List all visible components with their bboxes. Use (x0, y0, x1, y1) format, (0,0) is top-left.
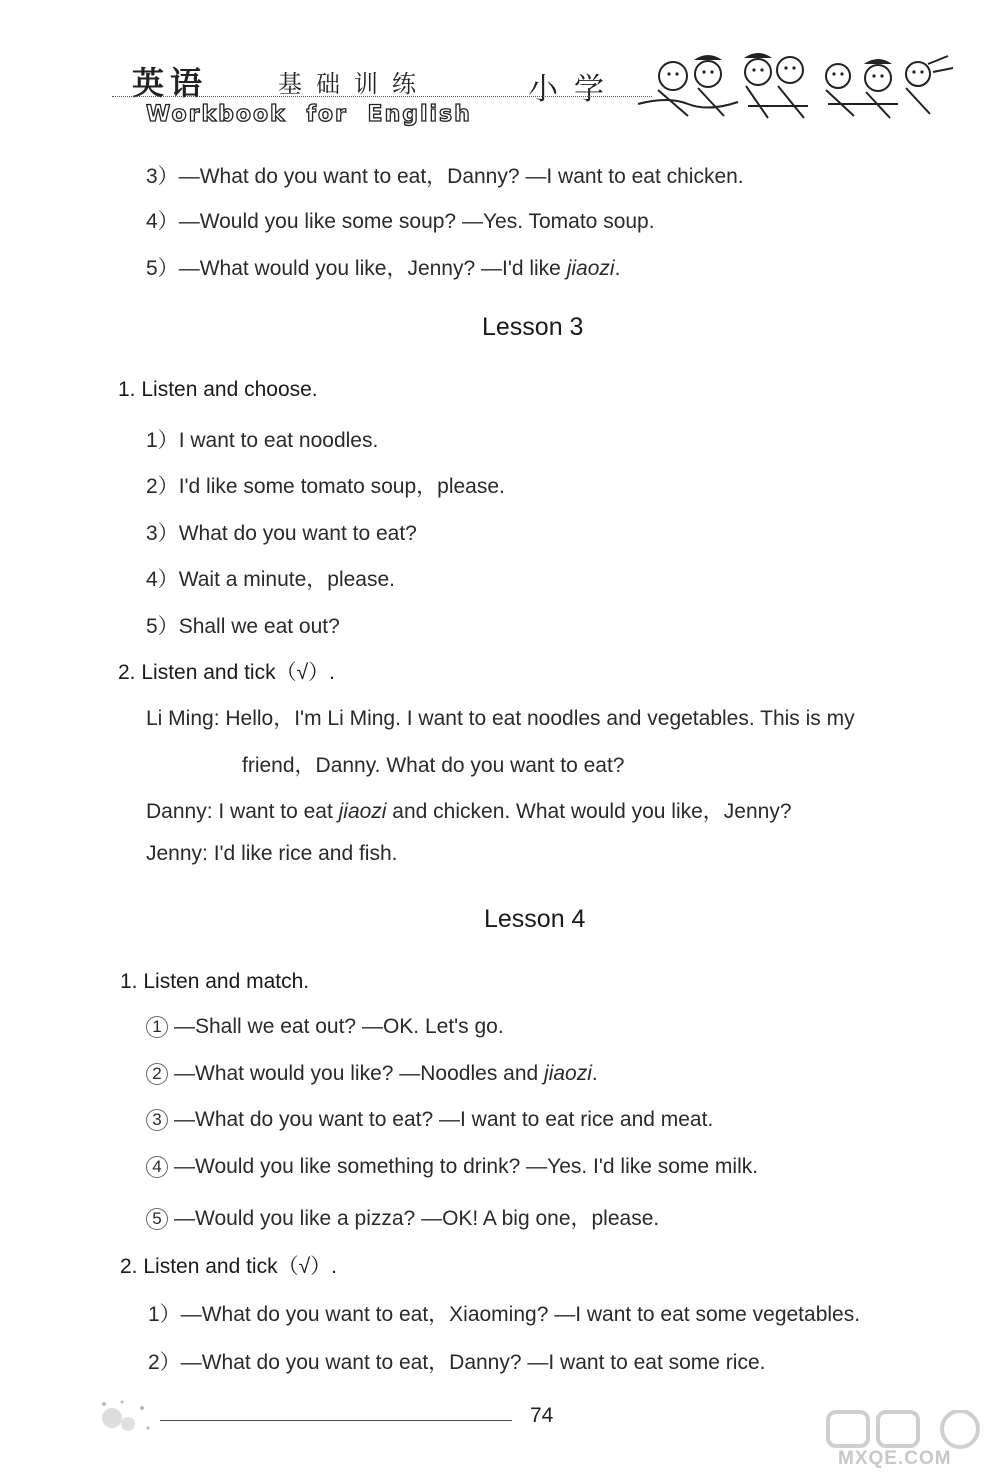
lesson-3-choose-item-1 (146, 424, 378, 454)
item-text: —Shall we eat out? —OK. Let's go. (174, 1015, 504, 1038)
header-divider (112, 96, 652, 97)
circled-number: 4 (146, 1156, 168, 1178)
item-number: 2） (148, 1351, 181, 1374)
item-text: Shall we eat out? (178, 615, 340, 638)
item-number: 5） (146, 615, 179, 638)
lesson-3-choose-item-5 (146, 610, 340, 640)
item-number: 1） (148, 1303, 181, 1326)
lesson-4-part-1-heading: 1. Listen and match. (120, 970, 310, 993)
item-text-end: . (614, 257, 621, 280)
lesson-4-match-item-3 (146, 1108, 713, 1132)
item-text: —What do you want to eat，Danny? —I want to eat some rice. (180, 1351, 766, 1374)
lesson-4-match-item-2 (146, 1062, 598, 1086)
lesson-4-tick-item-2 (148, 1346, 765, 1376)
item-text: What do you want to eat? (178, 522, 417, 545)
item-text: I'd like some tomato soup，please. (178, 475, 505, 498)
item-text: —Would you like some soup? —Yes. Tomato soup. (178, 210, 655, 233)
lesson-4-match-item-5 (146, 1202, 659, 1232)
item-text: —What would you like? —Noodles and (174, 1062, 545, 1085)
header-title-basic-training: 基础训练 (278, 70, 430, 98)
page-number: 74 (530, 1404, 554, 1427)
item-text: —What would you like，Jenny? —I'd like (178, 257, 567, 280)
lesson-4-match-item-4 (146, 1155, 758, 1179)
circled-number: 5 (146, 1208, 168, 1230)
lesson-3-choose-item-3 (146, 517, 417, 547)
item-text: I want to eat noodles. (178, 429, 379, 452)
item-number: 3） (146, 165, 179, 188)
circled-number: 3 (146, 1109, 168, 1131)
dialogue-li-ming-line-1: Li Ming: Hello，I'm Li Ming. I want to eat noodles and vegetables. This is my (146, 707, 855, 730)
lesson-3-part-2-heading: 2. Listen and tick（√）. (118, 661, 335, 684)
item-number: 5） (146, 257, 179, 280)
lesson-3-title: Lesson 3 (482, 313, 584, 341)
item-number: 2） (146, 475, 179, 498)
dialogue-text-end: and chicken. What would you like，Jenny? (386, 800, 792, 823)
item-number: 4） (146, 210, 179, 233)
item-text: —Would you like something to drink? —Yes. I'd like some milk. (174, 1155, 759, 1178)
item-text: Wait a minute，please. (178, 568, 396, 591)
header-level: 小学 (528, 72, 620, 107)
item-text: —What do you want to eat? —I want to eat rice and meat. (174, 1108, 714, 1131)
lesson-3-choose-item-2 (146, 470, 505, 500)
lesson-4-part-2-heading: 2. Listen and tick（√）. (120, 1255, 337, 1278)
prev-item-4 (146, 205, 655, 235)
dialogue-jenny: Jenny: I'd like rice and fish. (146, 842, 398, 865)
dialogue-li-ming-line-2: friend，Danny. What do you want to eat? (242, 754, 625, 777)
prev-item-3 (146, 160, 744, 190)
watermark-text: MXQE.COM (838, 1448, 952, 1469)
lesson-3-part-1-heading: 1. Listen and choose. (118, 378, 318, 401)
item-number: 4） (146, 568, 179, 591)
dialogue-text-italic: jiaozi (338, 800, 387, 823)
item-text: —What do you want to eat，Danny? —I want to eat chicken. (178, 165, 744, 188)
item-text-italic: jiaozi (566, 257, 615, 280)
item-number: 3） (146, 522, 179, 545)
dialogue-danny (146, 795, 792, 825)
item-text-italic: jiaozi (544, 1062, 592, 1085)
lesson-3-choose-item-4 (146, 563, 395, 593)
lesson-4-match-item-1 (146, 1015, 504, 1039)
prev-item-5 (146, 252, 620, 282)
dialogue-text: Danny: I want to eat (146, 800, 339, 823)
item-text-end: . (591, 1062, 598, 1085)
circled-number: 1 (146, 1016, 168, 1038)
header-title-english: 英语 (132, 64, 209, 102)
circled-number: 2 (146, 1063, 168, 1085)
item-number: 1） (146, 429, 179, 452)
item-text: —What do you want to eat，Xiaoming? —I want to eat some vegetables. (180, 1303, 861, 1326)
item-text: —Would you like a pizza? —OK! A big one，please. (174, 1207, 660, 1230)
lesson-4-tick-item-1 (148, 1298, 860, 1328)
lesson-4-title: Lesson 4 (484, 905, 586, 933)
footer-sparkle-icon (92, 1394, 158, 1440)
children-illustration-icon (628, 46, 958, 122)
header-subtitle: Workbook for English (146, 102, 472, 127)
footer-divider (160, 1420, 512, 1421)
